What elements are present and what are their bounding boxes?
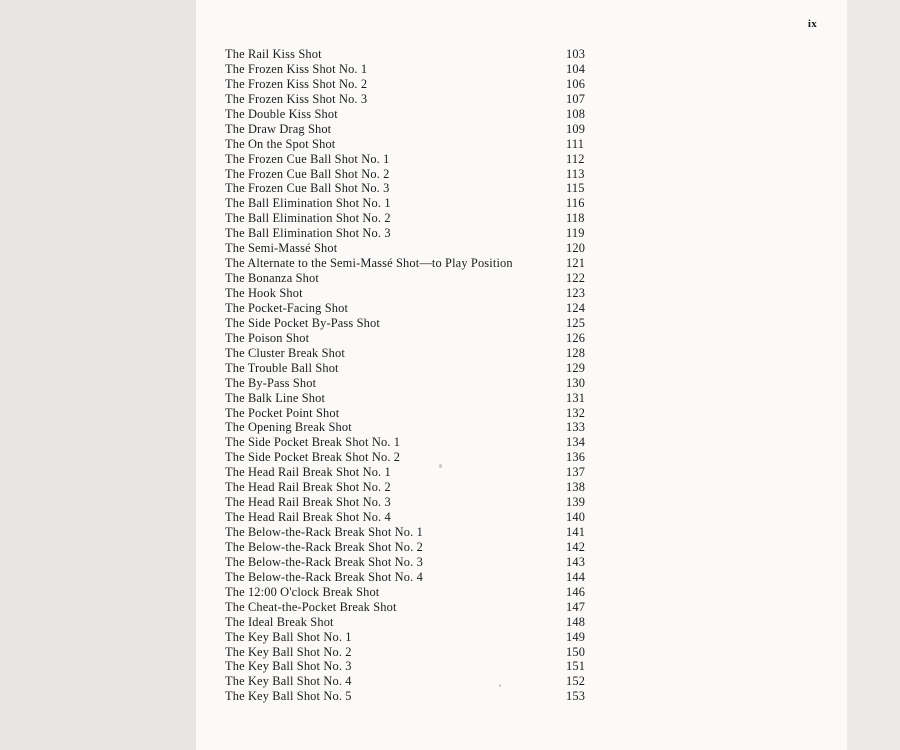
toc-entry-page: 115: [566, 181, 585, 196]
toc-entry: [225, 196, 825, 211]
toc-entry-title: The Head Rail Break Shot No. 1: [225, 465, 391, 480]
toc-entry: [225, 271, 825, 286]
toc-entry-title: The Ball Elimination Shot No. 1: [225, 196, 391, 211]
toc-entry-page: 107: [566, 91, 586, 106]
toc-entry: [225, 659, 825, 674]
toc-entry-page: 129: [566, 360, 586, 375]
toc-entry: [225, 167, 825, 182]
toc-entry: [225, 585, 825, 600]
toc-entry-title: The Trouble Ball Shot: [225, 360, 339, 375]
toc-entry: [225, 122, 825, 137]
toc-entry: [225, 47, 825, 62]
toc-entry: [225, 465, 825, 480]
toc-entry-page: 136: [566, 450, 586, 465]
toc-entry-title: The Semi-Massé Shot: [225, 241, 338, 256]
toc-entry: [225, 615, 825, 630]
toc-entry: [225, 391, 825, 406]
toc-entry-title: The Frozen Cue Ball Shot No. 2: [225, 166, 390, 181]
toc-entry-page: 113: [566, 166, 585, 181]
toc-entry-title: The On the Spot Shot: [225, 136, 336, 151]
toc-entry-title: The Frozen Kiss Shot No. 3: [225, 91, 368, 106]
toc-entry-page: 126: [566, 330, 586, 345]
toc-entry-title: The Pocket Point Shot: [225, 405, 340, 420]
toc-entry-title: The Ball Elimination Shot No. 3: [225, 226, 391, 241]
toc-entry: [225, 316, 825, 331]
toc-entry: [225, 420, 825, 435]
toc-entry-title: The Frozen Cue Ball Shot No. 1: [225, 151, 390, 166]
toc-entry-page: 112: [566, 151, 585, 166]
toc-entry: [225, 630, 825, 645]
toc-entry-title: The Draw Drag Shot: [225, 121, 332, 136]
toc-entry: [225, 346, 825, 361]
toc-entry-page: 146: [566, 584, 586, 599]
toc-entry-title: The Key Ball Shot No. 4: [225, 674, 352, 689]
toc-entry-title: The Opening Break Shot: [225, 420, 352, 435]
toc-entry: [225, 674, 825, 689]
toc-entry-title: The Key Ball Shot No. 2: [225, 644, 352, 659]
page-right-margin-shadow: [847, 0, 900, 750]
toc-entry-page: 148: [566, 614, 586, 629]
toc-entry-title: The Key Ball Shot No. 1: [225, 629, 352, 644]
toc-entry-page: 118: [566, 211, 585, 226]
toc-entry: [225, 62, 825, 77]
toc-entry-title: The Below-the-Rack Break Shot No. 3: [225, 554, 423, 569]
toc-entry: [225, 495, 825, 510]
toc-entry-title: The Below-the-Rack Break Shot No. 1: [225, 525, 423, 539]
toc-entry-title: The Frozen Kiss Shot No. 2: [225, 76, 368, 91]
toc-entry: [225, 301, 825, 316]
toc-entry-title: The Double Kiss Shot: [225, 106, 338, 121]
toc-entry-title: The 12:00 O'clock Break Shot: [225, 584, 380, 599]
toc-entry-page: 143: [566, 554, 586, 569]
toc-entry: [225, 480, 825, 495]
toc-entry-title: The Side Pocket Break Shot No. 1: [225, 435, 401, 450]
toc-entry-page: 151: [566, 659, 586, 674]
toc-entry: [225, 555, 825, 570]
book-page: [196, 0, 847, 750]
toc-entry: [225, 92, 825, 107]
table-of-contents: [225, 47, 825, 704]
toc-entry-title: The Ideal Break Shot: [225, 614, 334, 629]
toc-entry-title: The Below-the-Rack Break Shot No. 4: [225, 569, 423, 584]
toc-entry-page: 152: [566, 674, 586, 689]
toc-entry: [225, 525, 825, 540]
toc-entry-title: The Below-the-Rack Break Shot No. 2: [225, 539, 423, 554]
toc-entry-page: 149: [566, 629, 586, 644]
toc-entry-page: 103: [566, 47, 586, 61]
scan-speck: [499, 684, 501, 687]
toc-entry: [225, 256, 825, 271]
toc-entry-page: 125: [566, 315, 586, 330]
toc-entry-page: 124: [566, 300, 586, 315]
toc-entry-page: 133: [566, 420, 586, 435]
toc-entry: [225, 689, 825, 704]
toc-entry-page: 119: [566, 226, 585, 241]
toc-entry: [225, 435, 825, 450]
toc-entry-title: The Head Rail Break Shot No. 2: [225, 480, 391, 495]
toc-entry: [225, 137, 825, 152]
toc-entry-page: 134: [566, 435, 586, 450]
toc-entry: [225, 181, 825, 196]
toc-entry-title: The Balk Line Shot: [225, 390, 326, 405]
toc-entry-page: 140: [566, 510, 586, 525]
toc-entry-page: 142: [566, 539, 586, 554]
toc-entry: [225, 570, 825, 585]
toc-entry-title: The Head Rail Break Shot No. 3: [225, 495, 391, 510]
toc-entry-page: 123: [566, 286, 586, 300]
toc-entry-title: The Key Ball Shot No. 3: [225, 659, 352, 674]
toc-entry-page: 108: [566, 106, 586, 121]
toc-entry-title: The Side Pocket By-Pass Shot: [225, 315, 380, 330]
toc-entry: [225, 286, 825, 301]
toc-entry-title: The Key Ball Shot No. 5: [225, 689, 352, 704]
toc-entry-page: 150: [566, 644, 586, 659]
toc-entry-page: 131: [566, 390, 586, 405]
toc-entry: [225, 226, 825, 241]
toc-entry-page: 144: [566, 569, 586, 584]
toc-entry: [225, 540, 825, 555]
toc-entry-page: 147: [566, 599, 586, 614]
toc-entry-page: 122: [566, 271, 586, 286]
toc-entry: [225, 331, 825, 346]
toc-entry: [225, 600, 825, 615]
toc-entry-page: 121: [566, 256, 586, 271]
toc-entry: [225, 361, 825, 376]
toc-entry-title: The By-Pass Shot: [225, 375, 317, 390]
toc-entry-page: 116: [566, 196, 585, 211]
toc-entry-title: The Frozen Cue Ball Shot No. 3: [225, 181, 390, 196]
toc-entry-page: 106: [566, 76, 586, 91]
toc-entry: [225, 450, 825, 465]
toc-entry-page: 138: [566, 480, 586, 495]
toc-entry-page: 111: [566, 136, 585, 151]
toc-entry-page: 132: [566, 405, 586, 420]
toc-entry-page: 120: [566, 241, 586, 256]
toc-entry-title: The Frozen Kiss Shot No. 1: [225, 61, 368, 76]
toc-entry: [225, 107, 825, 122]
toc-entry-title: The Pocket-Facing Shot: [225, 300, 349, 315]
toc-entry-page: 139: [566, 495, 586, 510]
toc-entry-page: 109: [566, 121, 586, 136]
toc-entry: [225, 376, 825, 391]
toc-entry: [225, 211, 825, 226]
toc-entry-title: The Cheat-the-Pocket Break Shot: [225, 599, 397, 614]
toc-entry-page: 137: [566, 465, 586, 480]
toc-entry-page: 104: [566, 61, 586, 76]
toc-entry-page: 153: [566, 689, 586, 704]
toc-entry: [225, 241, 825, 256]
toc-entry-title: The Side Pocket Break Shot No. 2: [225, 450, 401, 465]
toc-entry: [225, 510, 825, 525]
page-left-margin-shadow: [0, 0, 196, 750]
toc-entry-title: The Poison Shot: [225, 330, 310, 345]
scan-speck: [439, 464, 442, 468]
toc-entry-title: The Ball Elimination Shot No. 2: [225, 211, 391, 226]
toc-entry-title: The Bonanza Shot: [225, 271, 319, 286]
toc-entry: [225, 645, 825, 660]
toc-entry-title: The Rail Kiss Shot: [225, 47, 322, 61]
toc-entry-title: The Hook Shot: [225, 286, 303, 300]
toc-entry-title: The Cluster Break Shot: [225, 345, 345, 360]
toc-entry-page: 141: [566, 525, 586, 539]
toc-entry-title: The Head Rail Break Shot No. 4: [225, 510, 391, 525]
toc-entry-page: 130: [566, 375, 586, 390]
toc-entry: [225, 406, 825, 421]
toc-entry: [225, 77, 825, 92]
toc-entry: [225, 152, 825, 167]
toc-entry-title: The Alternate to the Semi-Massé Shot—to Play Position: [225, 256, 513, 271]
toc-entry-page: 128: [566, 345, 586, 360]
page-folio: ix: [807, 18, 817, 30]
